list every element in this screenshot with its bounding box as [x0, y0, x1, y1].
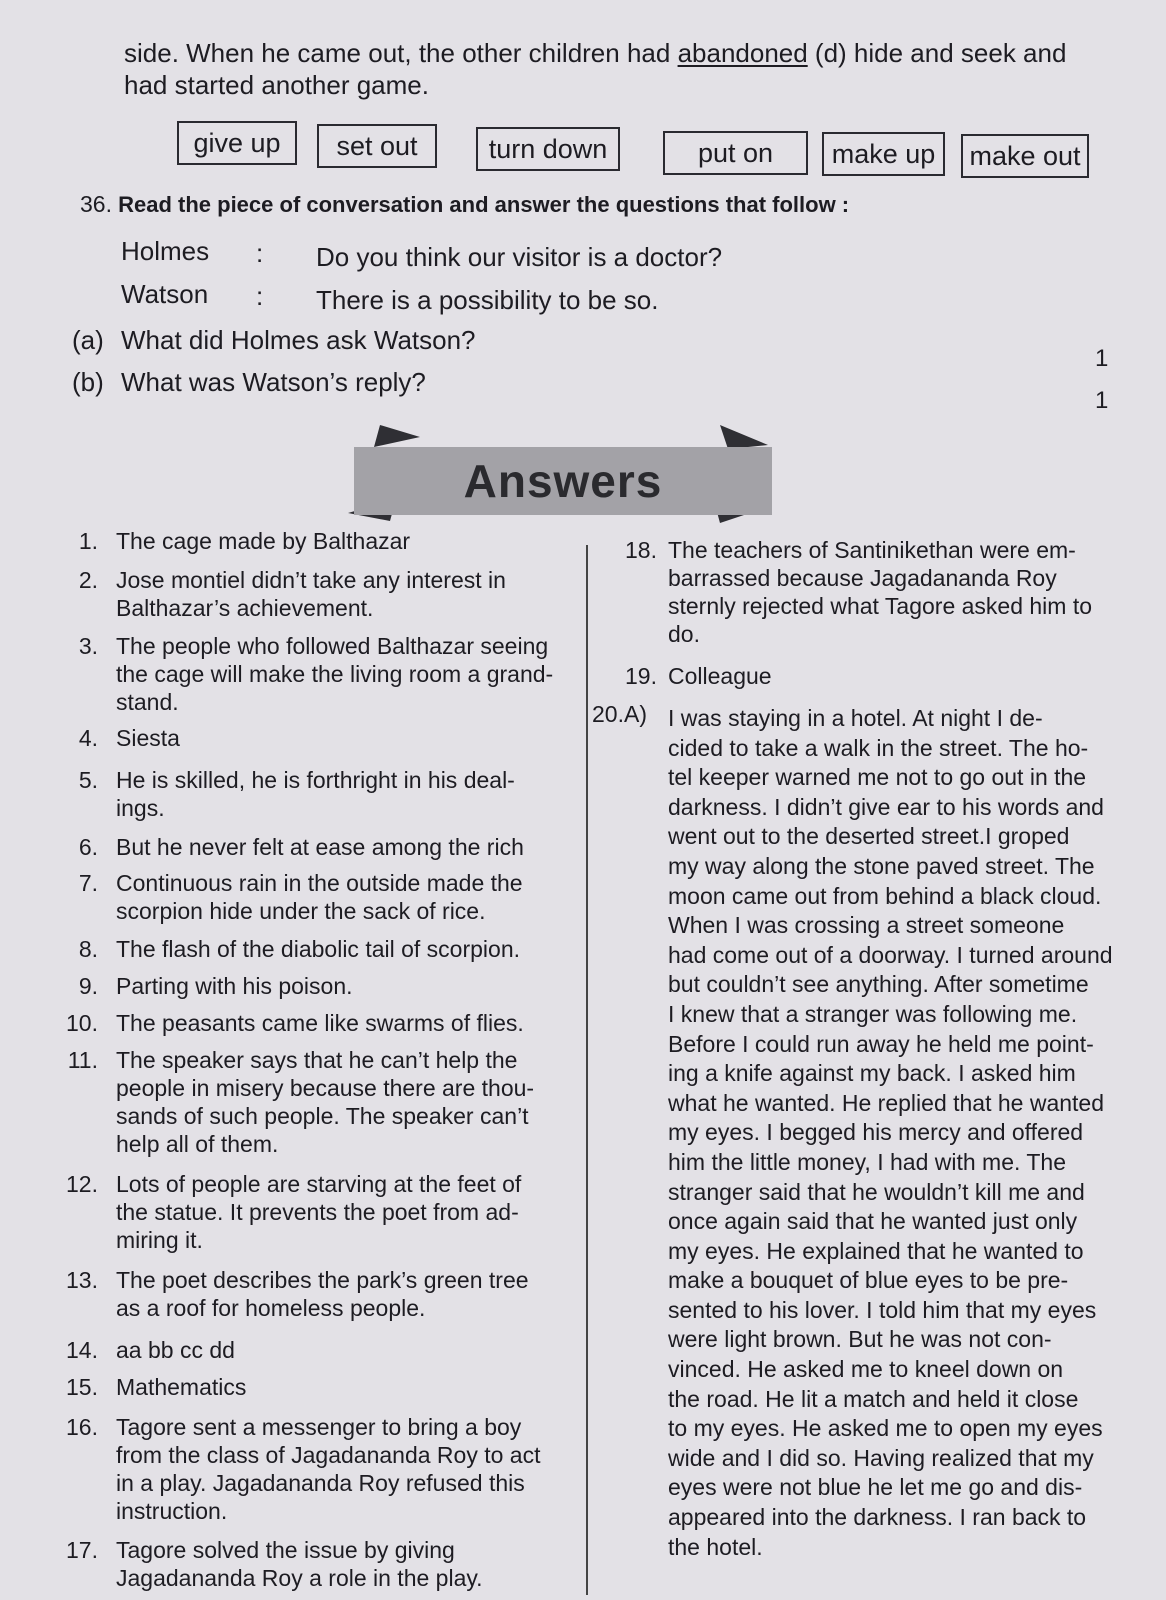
conversation-separator: :: [256, 238, 264, 268]
part-label: (b): [72, 367, 104, 397]
answer-line: the hotel.: [668, 1533, 763, 1560]
answer-line: miring it.: [116, 1227, 203, 1253]
answer-line: people in misery because there are thou-: [116, 1075, 535, 1101]
marks: 1: [1095, 387, 1109, 414]
question-36-heading: [80, 189, 849, 220]
answer-text: [116, 1536, 566, 1592]
answer-line: The cage made by Balthazar: [116, 528, 411, 554]
answer-line: I was staying in a hotel. At night I de-: [668, 705, 1043, 731]
answer-line: went out to the deserted street.I groped: [668, 823, 1070, 850]
underlined-word: abandoned: [677, 38, 808, 68]
answer-line: had come out of a doorway. I turned around: [668, 941, 1113, 968]
answer-number: 18.: [625, 537, 657, 563]
answer-line: aa bb cc dd: [116, 1337, 235, 1363]
answer-text: [116, 1413, 566, 1525]
answer-line: cided to take a walk in the street. The ho-: [668, 734, 1089, 761]
answer-text: [116, 972, 566, 1000]
answer-number: 2.: [78, 567, 98, 593]
answer-line: him the little money, I had with me. The: [668, 1148, 1066, 1175]
column-divider: [586, 545, 588, 1595]
answer-line: were light brown. But he was not con-: [668, 1326, 1052, 1353]
answers-banner: [354, 447, 772, 515]
answer-number: 5.: [78, 767, 98, 793]
answer-text: [116, 1373, 566, 1401]
answer-number: 15.: [66, 1374, 98, 1400]
answer-text: [668, 662, 1118, 690]
word-option-box: make up: [822, 132, 945, 176]
answer-line: my eyes. I begged his mercy and offered: [668, 1119, 1084, 1146]
passage-text: (d) hide and seek and: [807, 38, 1067, 68]
answer-line: ings.: [116, 795, 165, 821]
answer-line: Tagore sent a messenger to bring a boy: [116, 1414, 522, 1440]
answer-line: the road. He lit a match and held it close: [668, 1385, 1079, 1412]
answer-line: Jose montiel didn’t take any interest in: [116, 567, 506, 593]
answer-line: the statue. It prevents the poet from ad-: [116, 1199, 519, 1225]
answer-line: to my eyes. He asked me to open my eyes: [668, 1415, 1103, 1442]
answer-text: [116, 1336, 566, 1364]
answer-line: sands of such people. The speaker can’t: [116, 1103, 529, 1129]
answer-line: moon came out from behind a black cloud.: [668, 882, 1102, 909]
answer-text: [116, 833, 566, 861]
answer-line: But he never felt at ease among the rich: [116, 834, 524, 860]
answer-line: do.: [668, 621, 700, 647]
answer-number: 17.: [66, 1537, 98, 1563]
answer-line: my way along the stone paved street. The: [668, 852, 1095, 879]
answer-number: 4.: [78, 725, 98, 751]
answer-line: vinced. He asked me to kneel down on: [668, 1356, 1064, 1383]
word-option-box: put on: [663, 131, 808, 175]
answer-line: wide and I did so. Having realized that my: [668, 1444, 1094, 1471]
answer-line: darkness. I didn’t give ear to his words and: [668, 793, 1104, 820]
answer-line: tel keeper warned me not to go out in the: [668, 764, 1087, 791]
answer-number: 7.: [78, 870, 98, 896]
answer-line: from the class of Jagadananda Roy to act: [116, 1442, 541, 1468]
answer-number: 13.: [66, 1267, 98, 1293]
answer-text: [116, 1266, 566, 1322]
answer-line: He is skilled, he is forthright in his deal-: [116, 767, 515, 793]
answer-line: but couldn’t see anything. After sometime: [668, 971, 1089, 998]
answer-line: Colleague: [668, 663, 772, 689]
answers-title: Answers: [463, 455, 663, 507]
answer-number: 11.: [67, 1047, 98, 1073]
answer-line: stand.: [116, 689, 179, 715]
answer-number: 8.: [78, 936, 98, 962]
marks: 1: [1095, 345, 1109, 372]
answer-line: The people who followed Balthazar seeing: [116, 633, 549, 659]
answer-line: The teachers of Santinikethan were em-: [668, 537, 1076, 563]
question-instruction: Read the piece of conversation and answer the questions that follow :: [118, 192, 850, 217]
answer-line: scorpion hide under the sack of rice.: [116, 898, 486, 924]
answer-line: Before I could run away he held me point-: [668, 1030, 1094, 1057]
conversation-speaker: Holmes: [121, 236, 210, 266]
answer-line: what he wanted. He replied that he wanted: [668, 1089, 1105, 1116]
part-text: What was Watson’s reply?: [121, 367, 426, 397]
answer-line: appeared into the darkness. I ran back to: [668, 1504, 1087, 1531]
answer-number: 10.: [66, 1010, 98, 1036]
answer-number: 14.: [66, 1337, 98, 1363]
answer-line: Tagore solved the issue by giving: [116, 1537, 455, 1563]
answer-line: Lots of people are starving at the feet of: [116, 1171, 522, 1197]
answer-line: in a play. Jagadananda Roy refused this: [116, 1470, 525, 1496]
word-option-box: make out: [961, 134, 1089, 178]
answer-line: once again said that he wanted just only: [668, 1208, 1078, 1235]
answer-line: eyes were not blue he let me go and dis-: [668, 1474, 1083, 1501]
answer-number: 19.: [625, 663, 657, 689]
passage-line-2: had started another game.: [124, 70, 429, 100]
answer-text: [668, 704, 1118, 1562]
answer-text: [116, 935, 566, 963]
answer-text: [116, 566, 566, 622]
answer-number: 1.: [78, 528, 98, 554]
answer-line: Balthazar’s achievement.: [116, 595, 374, 621]
answer-line: The flash of the diabolic tail of scorpion.: [116, 936, 521, 962]
answer-number: 16.: [66, 1414, 98, 1440]
answer-text: [668, 536, 1118, 648]
answer-text: [116, 869, 566, 925]
word-option-box: set out: [317, 124, 437, 168]
question-number: 36.: [80, 191, 112, 217]
answer-text: [116, 632, 566, 716]
part-text: What did Holmes ask Watson?: [121, 325, 476, 355]
answer-line: stranger said that he wouldn’t kill me and: [668, 1178, 1085, 1205]
conversation-line: There is a possibility to be so.: [316, 285, 659, 315]
answer-number: 12.: [66, 1171, 98, 1197]
answer-text: [116, 1046, 566, 1158]
answer-line: barrassed because Jagadananda Roy: [668, 565, 1057, 591]
answer-line: I knew that a stranger was following me.: [668, 1000, 1078, 1027]
answer-text: [116, 527, 566, 555]
answer-line: help all of them.: [116, 1131, 279, 1157]
conversation-separator: :: [256, 281, 264, 311]
answer-line: my eyes. He explained that he wanted to: [668, 1237, 1084, 1264]
answer-line: The peasants came like swarms of flies.: [116, 1010, 524, 1036]
answer-text: [116, 1009, 566, 1037]
answer-text: [116, 766, 566, 822]
answer-line: ing a knife against my back. I asked him: [668, 1060, 1076, 1087]
answer-text: [116, 1170, 566, 1254]
word-option-box: turn down: [476, 127, 620, 171]
answer-line: the cage will make the living room a grand-: [116, 661, 554, 687]
answer-line: as a roof for homeless people.: [116, 1295, 426, 1321]
answer-line: sternly rejected what Tagore asked him to: [668, 593, 1093, 619]
passage-line-1: [124, 38, 1066, 68]
answer-line: sented to his lover. I told him that my eyes: [668, 1296, 1097, 1323]
answer-line: The poet describes the park’s green tree: [116, 1267, 529, 1293]
part-label: (a): [72, 325, 104, 355]
answer-line: When I was crossing a street someone: [668, 912, 1065, 939]
answer-number: 6.: [78, 834, 98, 860]
answer-line: Parting with his poison.: [116, 973, 353, 999]
answer-line: The speaker says that he can’t help the: [116, 1047, 518, 1073]
answer-number: 3.: [78, 633, 98, 659]
answer-line: Mathematics: [116, 1374, 247, 1400]
answer-line: instruction.: [116, 1498, 228, 1524]
conversation-line: Do you think our visitor is a doctor?: [316, 242, 723, 272]
passage-text: side. When he came out, the other children had: [124, 38, 678, 68]
answer-number: 9.: [78, 973, 98, 999]
answer-text: [116, 724, 566, 752]
word-option-box: give up: [177, 121, 297, 165]
answer-line: Siesta: [116, 725, 180, 751]
answer-line: Continuous rain in the outside made the: [116, 870, 523, 896]
answer-line: make a bouquet of blue eyes to be pre-: [668, 1267, 1069, 1294]
conversation-speaker: Watson: [121, 279, 209, 309]
answer-number: 20.A): [592, 701, 647, 727]
answer-line: Jagadananda Roy a role in the play.: [116, 1565, 483, 1591]
